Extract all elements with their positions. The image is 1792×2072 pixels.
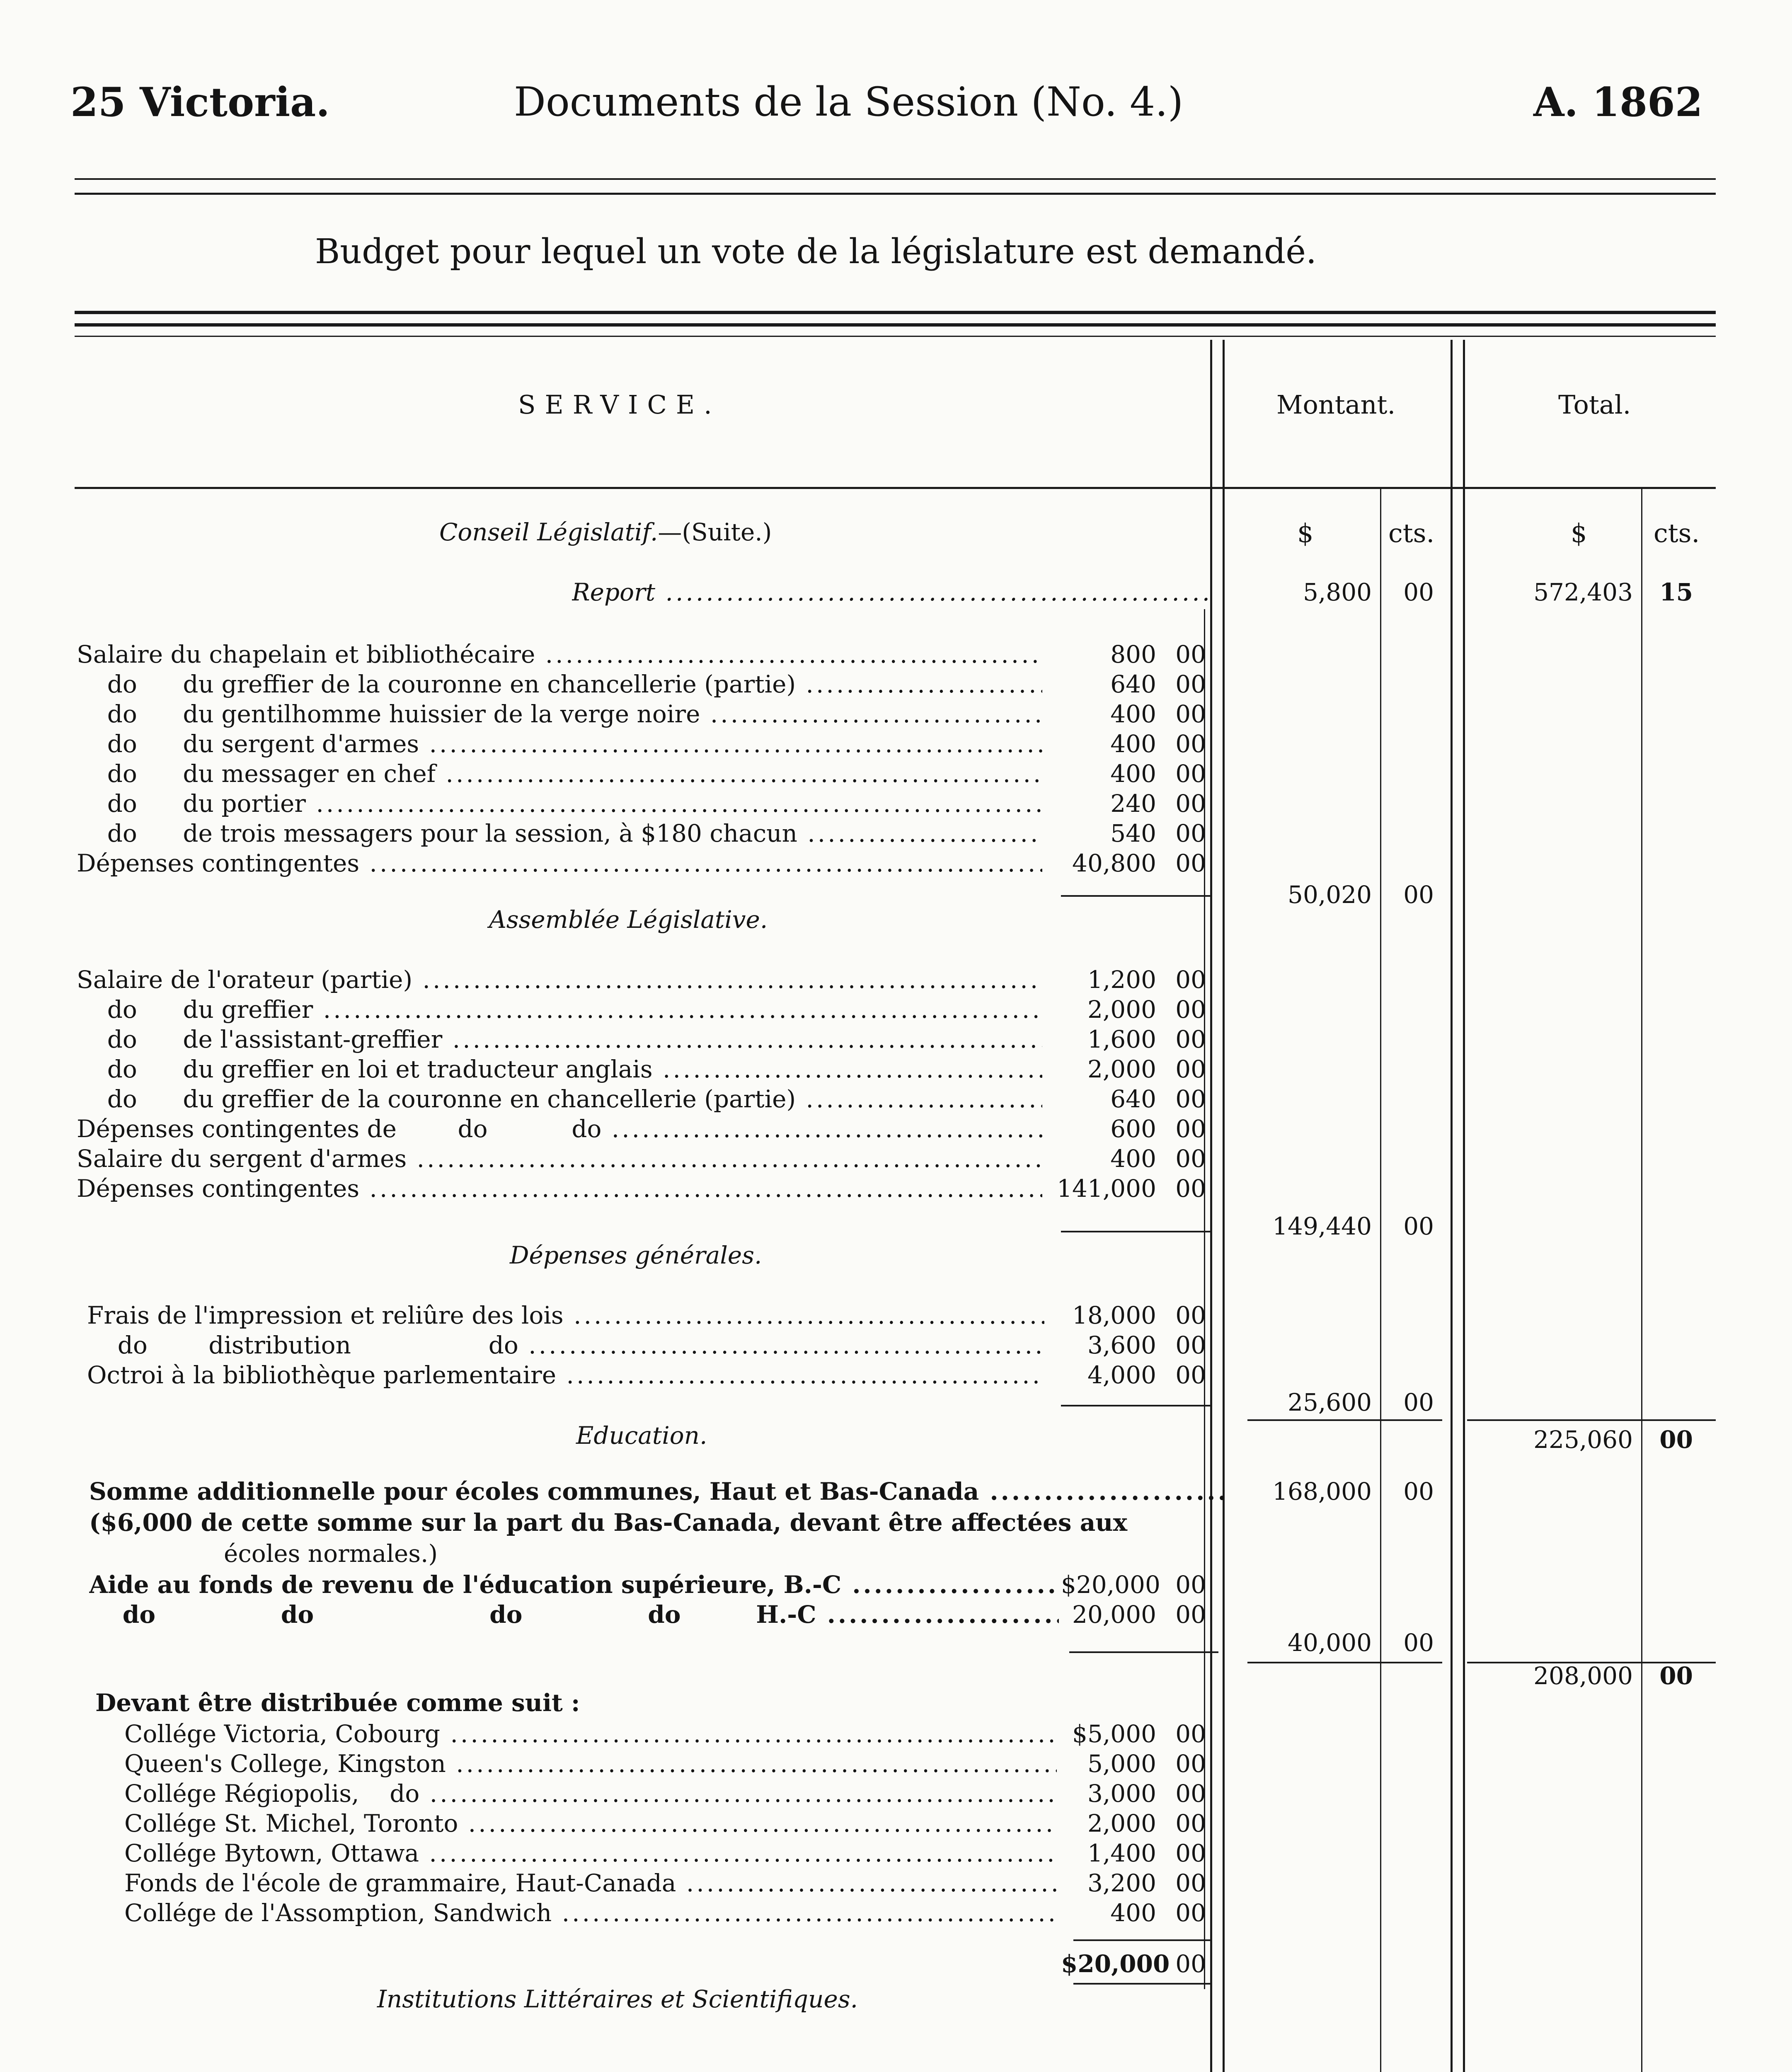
assemblee-line-cts: 00 <box>1175 1145 1206 1173</box>
generales-line-amount: 3,600 <box>1087 1331 1156 1359</box>
education-somme-row <box>89 1477 1225 1506</box>
section-heading-institutions: Institutions Littéraires et Scientifiques. <box>377 1985 858 2013</box>
total-cts-header: cts. <box>1654 518 1700 548</box>
aide-line-label: Aide au fonds de revenu de l'éducation supérieure, B.-C ..... <box>89 1571 1059 1599</box>
assemblee-line-label: do du greffier ..... <box>77 995 1042 1024</box>
conseil-line-row <box>77 670 1042 699</box>
education-somme-amount: 168,000 <box>1272 1477 1372 1506</box>
conseil-line-row <box>77 700 1042 729</box>
assemblee-line-amount: 400 <box>1110 1145 1156 1173</box>
assemblee-line-row <box>77 966 1042 995</box>
report-row <box>572 578 1210 607</box>
conseil-line-row <box>77 849 1042 878</box>
assemblee-line-amount: 1,600 <box>1087 1025 1156 1053</box>
distrib-total-rule <box>1073 1939 1210 1941</box>
distrib-line-amount: 1,400 <box>1087 1839 1156 1867</box>
title-rule-thin <box>75 336 1716 337</box>
distrib-line-label: Collége Régiopolis, do ..... <box>124 1779 1057 1808</box>
conseil-line-cts: 00 <box>1175 640 1206 668</box>
distrib-line-row <box>124 1779 1057 1808</box>
conseil-line-amount: 640 <box>1110 670 1156 698</box>
distrib-line-label: Collége St. Michel, Toronto ..... <box>124 1809 1057 1837</box>
conseil-line-amount: 400 <box>1110 730 1156 758</box>
assemblee-subtotal-cts: 00 <box>1403 1212 1434 1240</box>
aide-line-amount: $20,000 <box>1061 1571 1160 1599</box>
generales-line-row <box>87 1331 1044 1360</box>
generales-line-row <box>87 1361 1044 1390</box>
conseil-line-cts: 00 <box>1175 849 1206 877</box>
column-header-service: SERVICE. <box>518 390 721 420</box>
aide-line-cts: 00 <box>1175 1571 1206 1599</box>
aide-line-row <box>89 1571 1059 1600</box>
service-column-rule <box>1210 340 1212 2072</box>
conseil-line-label: do du sergent d'armes ..... <box>77 730 1042 758</box>
report-total-cts: 15 <box>1659 578 1693 606</box>
assemblee-line-label: do de l'assistant-greffier ..... <box>77 1025 1042 1053</box>
education-total: 208,000 <box>1533 1662 1633 1690</box>
conseil-subtotal: 50,020 <box>1288 881 1372 909</box>
assemblee-line-amount: 640 <box>1110 1085 1156 1113</box>
conseil-line-row <box>77 730 1042 759</box>
assemblee-line-amount: 141,000 <box>1057 1174 1156 1203</box>
conseil-line-row <box>77 640 1042 669</box>
conseil-line-cts: 00 <box>1175 789 1206 818</box>
conseil-line-label: Dépenses contingentes ..... <box>77 849 1042 877</box>
title-rule-thick-2 <box>75 323 1716 327</box>
aide-line-row <box>89 1600 1059 1629</box>
assemblee-line-label: Salaire du sergent d'armes ..... <box>77 1145 1042 1173</box>
education-note-line2: écoles normales.) <box>224 1539 438 1568</box>
conseil-line-cts: 00 <box>1175 760 1206 788</box>
column-header-rule <box>75 487 1716 489</box>
conseil-line-cts: 00 <box>1175 730 1206 758</box>
generales-line-amount: 18,000 <box>1072 1301 1156 1329</box>
page-title: Budget pour lequel un vote de la législature est demandé. <box>315 232 1317 271</box>
assemblee-line-row <box>77 995 1042 1024</box>
section-heading-conseil <box>439 518 772 546</box>
distrib-line-cts: 00 <box>1175 1869 1206 1897</box>
conseil-line-label: do de trois messagers pour la session, à $180 chacun ..... <box>77 819 1042 847</box>
conseil-line-label: do du messager en chef ..... <box>77 760 1042 788</box>
total-dollar-header: $ <box>1571 518 1587 548</box>
assemblee-subtotal: 149,440 <box>1272 1212 1372 1240</box>
distrib-line-label: Collége Victoria, Cobourg ..... <box>124 1720 1057 1748</box>
assemblee-line-cts: 00 <box>1175 1115 1206 1143</box>
generales-line-amount: 4,000 <box>1087 1361 1156 1389</box>
conseil-heading-italic: Conseil Législatif. <box>439 518 658 546</box>
assemblee-line-cts: 00 <box>1175 1055 1206 1083</box>
report-montant: 5,800 <box>1303 578 1372 606</box>
distrib-line-row <box>124 1869 1057 1898</box>
montant-dollar-header: $ <box>1297 518 1314 548</box>
distrib-line-row <box>124 1899 1057 1928</box>
distrib-line-row <box>124 1750 1057 1779</box>
montant-column-rule <box>1451 340 1453 2072</box>
assemblee-line-row <box>77 1145 1042 1174</box>
assemblee-line-row <box>77 1025 1042 1054</box>
aide-line-label: do do do do H.-C ..... <box>89 1600 1059 1629</box>
distrib-line-label: Collége de l'Assomption, Sandwich ..... <box>124 1899 1057 1927</box>
generales-line-cts: 00 <box>1175 1361 1206 1389</box>
conseil-heading-suite: —(Suite.) <box>658 518 772 546</box>
header-session-year: 25 Victoria. <box>70 79 330 126</box>
section-heading-education: Education. <box>576 1421 707 1450</box>
assemblee-line-amount: 600 <box>1110 1115 1156 1143</box>
assemblee-line-row <box>77 1055 1042 1084</box>
assemblee-line-row <box>77 1115 1042 1144</box>
report-montant-cts: 00 <box>1403 578 1434 606</box>
section-heading-assemblee: Assemblée Législative. <box>489 905 768 934</box>
assemblee-line-cts: 00 <box>1175 966 1206 994</box>
montant-cts-header: cts. <box>1388 518 1435 548</box>
assemblee-line-cts: 00 <box>1175 1025 1206 1053</box>
distrib-total: $20,000 <box>1061 1950 1170 1978</box>
assemblee-line-amount: 2,000 <box>1087 1055 1156 1083</box>
conseil-line-label: Salaire du chapelain et bibliothécaire ..... <box>77 640 1042 668</box>
distrib-line-row <box>124 1839 1057 1868</box>
aide-line-cts: 00 <box>1175 1600 1206 1629</box>
distrib-total-cts: 00 <box>1175 1950 1206 1978</box>
column-header-montant: Montant. <box>1276 390 1396 420</box>
generales-montant-rule <box>1247 1419 1442 1421</box>
conseil-line-amount: 400 <box>1110 700 1156 728</box>
conseil-line-label: do du portier ..... <box>77 789 1042 818</box>
assemblee-line-label: do du greffier de la couronne en chancellerie (partie) ..... <box>77 1085 1042 1113</box>
conseil-line-cts: 00 <box>1175 700 1206 728</box>
education-montant-rule <box>1247 1662 1442 1663</box>
conseil-line-amount: 540 <box>1110 819 1156 847</box>
assemblee-line-cts: 00 <box>1175 1085 1206 1113</box>
assemblee-line-label: Salaire de l'orateur (partie) ..... <box>77 966 1042 994</box>
assemblee-line-row <box>77 1085 1042 1114</box>
conseil-line-amount: 240 <box>1110 789 1156 818</box>
montant-cts-rule <box>1380 489 1381 2072</box>
distrib-line-label: Collége Bytown, Ottawa ..... <box>124 1839 1057 1867</box>
assemblee-line-label: Dépenses contingentes de do do ..... <box>77 1115 1042 1143</box>
generales-total: 225,060 <box>1533 1426 1633 1454</box>
aide-subtotal: 40,000 <box>1288 1629 1372 1657</box>
service-column-rule-2 <box>1223 340 1225 2072</box>
distrib-line-amount: 3,200 <box>1087 1869 1156 1897</box>
conseil-subtotal-cts: 00 <box>1403 881 1434 909</box>
generales-line-cts: 00 <box>1175 1331 1206 1359</box>
conseil-line-label: do du greffier de la couronne en chancellerie (partie) ..... <box>77 670 1042 698</box>
conseil-line-amount: 400 <box>1110 760 1156 788</box>
distrib-line-cts: 00 <box>1175 1899 1206 1927</box>
distrib-heading: Devant être distribuée comme suit : <box>95 1689 580 1717</box>
generales-total-cts: 00 <box>1659 1426 1693 1454</box>
assemblee-line-cts: 00 <box>1175 1174 1206 1203</box>
conseil-line-label: do du gentilhomme huissier de la verge noire ..... <box>77 700 1042 728</box>
distrib-line-row <box>124 1809 1057 1838</box>
distrib-line-amount: 2,000 <box>1087 1809 1156 1837</box>
header-document-title: Documents de la Session (No. 4.) <box>514 79 1184 125</box>
total-cts-rule <box>1641 489 1642 2072</box>
assemblee-line-cts: 00 <box>1175 995 1206 1024</box>
assemblee-line-amount: 1,200 <box>1087 966 1156 994</box>
education-total-cts: 00 <box>1659 1662 1693 1690</box>
education-somme-cts: 00 <box>1403 1477 1434 1506</box>
assemblee-line-label: Dépenses contingentes ..... <box>77 1174 1042 1203</box>
generales-line-row <box>87 1301 1044 1330</box>
generales-total-rule <box>1467 1419 1716 1421</box>
distrib-line-cts: 00 <box>1175 1750 1206 1778</box>
distrib-line-amount: 3,000 <box>1087 1779 1156 1808</box>
title-rule-thick <box>75 311 1716 314</box>
generales-line-label: Frais de l'impression et reliûre des lois ..... <box>87 1301 1044 1329</box>
conseil-line-row <box>77 819 1042 848</box>
generales-subtotal-rule <box>1061 1405 1210 1406</box>
generales-line-cts: 00 <box>1175 1301 1206 1329</box>
header-rule-bottom <box>75 193 1716 195</box>
distrib-line-amount: 400 <box>1110 1899 1156 1927</box>
aide-subtotal-cts: 00 <box>1403 1629 1434 1657</box>
conseil-subtotal-rule <box>1061 895 1210 897</box>
conseil-line-cts: 00 <box>1175 819 1206 847</box>
column-header-total: Total. <box>1558 390 1631 420</box>
aide-subtotal-rule <box>1069 1651 1218 1653</box>
distrib-line-amount: 5,000 <box>1087 1750 1156 1778</box>
assemblee-line-amount: 2,000 <box>1087 995 1156 1024</box>
distrib-line-row <box>124 1720 1057 1749</box>
distrib-line-cts: 00 <box>1175 1779 1206 1808</box>
header-rule-top <box>75 178 1716 180</box>
generales-subtotal-cts: 00 <box>1403 1388 1434 1416</box>
distrib-total-rule-bottom <box>1073 1983 1210 1985</box>
header-year: A. 1862 <box>1533 79 1703 126</box>
montant-column-rule-2 <box>1463 340 1465 2072</box>
section-heading-generales: Dépenses générales. <box>510 1241 762 1269</box>
assemblee-line-label: do du greffier en loi et traducteur anglais ..... <box>77 1055 1042 1083</box>
conseil-line-amount: 40,800 <box>1072 849 1156 877</box>
conseil-line-cts: 00 <box>1175 670 1206 698</box>
report-total: 572,403 <box>1533 578 1633 606</box>
education-somme-label: Somme additionnelle pour écoles communes, Haut et Bas-Canada ..... <box>89 1477 1225 1506</box>
conseil-line-row <box>77 789 1042 818</box>
aide-line-amount: 20,000 <box>1072 1600 1156 1629</box>
distrib-line-cts: 00 <box>1175 1809 1206 1837</box>
distrib-line-cts: 00 <box>1175 1839 1206 1867</box>
assemblee-subtotal-rule <box>1061 1231 1210 1232</box>
distrib-line-amount: $5,000 <box>1072 1720 1156 1748</box>
distrib-line-label: Queen's College, Kingston ..... <box>124 1750 1057 1778</box>
generales-line-label: Octroi à la bibliothèque parlementaire ..... <box>87 1361 1044 1389</box>
conseil-line-row <box>77 760 1042 789</box>
generales-line-label: do distribution do ..... <box>87 1331 1044 1359</box>
distrib-line-label: Fonds de l'école de grammaire, Haut-Canada ..... <box>124 1869 1057 1897</box>
generales-subtotal: 25,600 <box>1288 1388 1372 1416</box>
assemblee-line-row <box>77 1174 1042 1203</box>
conseil-line-amount: 800 <box>1110 640 1156 668</box>
education-note-line1: ($6,000 de cette somme sur la part du Bas-Canada, devant être affectées aux <box>89 1508 1128 1537</box>
report-label: Report ..... <box>572 578 1210 606</box>
distrib-line-cts: 00 <box>1175 1720 1206 1748</box>
